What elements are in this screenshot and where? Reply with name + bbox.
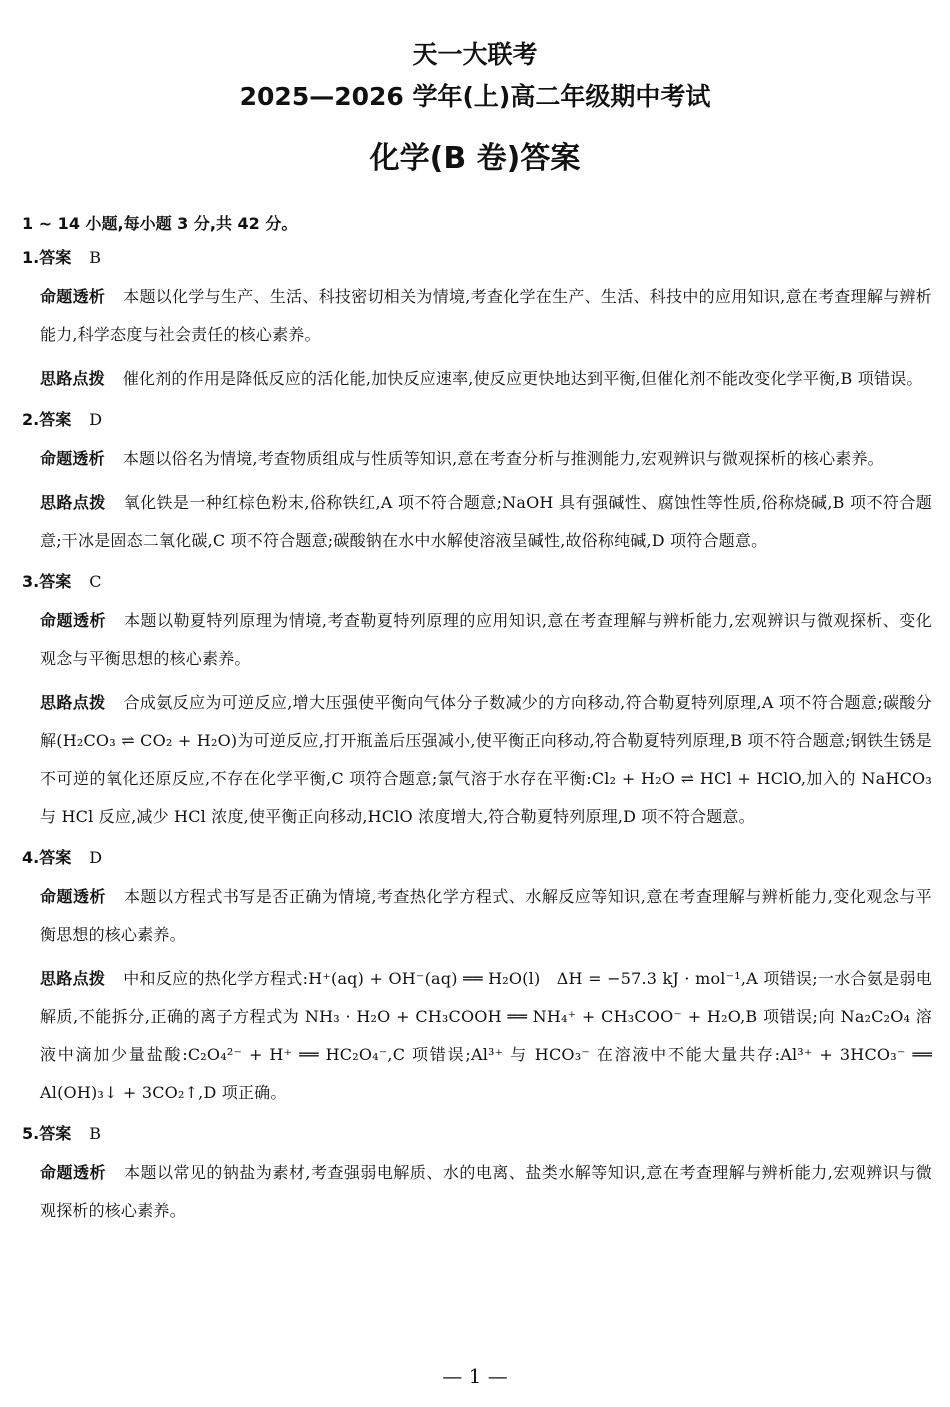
question-block <box>18 570 932 836</box>
answer-value: C <box>89 572 102 591</box>
hint-text: 合成氨反应为可逆反应,增大压强使平衡向气体分子数减少的方向移动,符合勒夏特列原理,A 项不符合题意;碳酸分解(H₂CO₃ ⇌ CO₂ + H₂O)为可逆反应,打开瓶盖后压强减小,使平衡正向移动,符合勒夏特列原理,B 项不符合题意;钢铁生锈是不可逆的氧化还原反应,不存在化学平衡,C 项符合题意;氯气溶于水存在平衡:Cl₂ + H₂O ⇌ HCl + HClO,加入的 NaHCO₃ 与 HCl 反应,减少 HCl 浓度,使平衡正向移动,HClO 浓度增大,符合勒夏特列原理,D 项不符合题意。 <box>40 693 932 826</box>
question-number: 5. <box>22 1124 40 1143</box>
answer-value: D <box>89 848 103 867</box>
answer-label: 答案 <box>39 848 72 867</box>
question-number: 2. <box>22 410 40 429</box>
analysis-label: 命题透析 <box>40 1163 106 1182</box>
analysis-paragraph <box>40 278 932 354</box>
analysis-text: 本题以勒夏特列原理为情境,考查勒夏特列原理的应用知识,意在考查理解与辨析能力,宏观辨识与微观探析、变化观念与平衡思想的核心素养。 <box>40 611 932 668</box>
question-block <box>18 408 932 560</box>
exam-alliance-title: 天一大联考 <box>412 40 538 69</box>
analysis-label: 命题透析 <box>40 887 106 906</box>
answer-label: 答案 <box>39 572 72 591</box>
question-block <box>18 246 932 398</box>
question-header <box>22 408 932 432</box>
question-header <box>22 570 932 594</box>
hint-label: 思路点拨 <box>40 693 106 712</box>
scoring-intro: 1 ~ 14 小题,每小题 3 分,共 42 分。 <box>22 214 298 233</box>
analysis-paragraph <box>40 440 932 478</box>
question-header <box>22 1122 932 1146</box>
analysis-label: 命题透析 <box>40 449 105 468</box>
hint-paragraph <box>40 484 932 560</box>
hint-text: 中和反应的热化学方程式:H⁺(aq) + OH⁻(aq) ══ H₂O(l) ΔH = −57.3 kJ · mol⁻¹,A 项错误;一水合氨是弱电解质,不能拆分,正确的离子方程式为 NH₃ · H₂O + CH₃COOH ══ NH₄⁺ + CH₃COO⁻ + H₂O,B 项错误;向 Na₂C₂O₄ 溶液中滴加少量盐酸:C₂O₄²⁻ + H⁺ ══ HC₂O₄⁻,C 项错误;Al³⁺ 与 HCO₃⁻ 在溶液中不能大量共存:Al³⁺ + 3HCO₃⁻ ══ Al(OH)₃↓ + 3CO₂↑,D 项正确。 <box>40 969 932 1102</box>
analysis-paragraph <box>40 878 932 954</box>
hint-label: 思路点拨 <box>40 493 106 512</box>
answer-content <box>18 210 932 1236</box>
hint-paragraph <box>40 684 932 836</box>
answer-label: 答案 <box>39 1124 72 1143</box>
answer-value: D <box>89 410 103 429</box>
analysis-text: 本题以方程式书写是否正确为情境,考查热化学方程式、水解反应等知识,意在考查理解与辨析能力,变化观念与平衡思想的核心素养。 <box>40 887 932 944</box>
subject-title: 化学(B 卷)答案 <box>369 141 581 176</box>
answer-value: B <box>89 248 101 267</box>
hint-label: 思路点拨 <box>40 969 106 988</box>
hint-text: 氧化铁是一种红棕色粉末,俗称铁红,A 项不符合题意;NaOH 具有强碱性、腐蚀性等性质,俗称烧碱,B 项不符合题意;干冰是固态二氧化碳,C 项不符合题意;碳酸钠在水中水解使溶液呈碱性,故俗称纯碱,D 项符合题意。 <box>40 493 932 550</box>
analysis-text: 本题以俗名为情境,考查物质组成与性质等知识,意在考查分析与推测能力,宏观辨识与微观探析的核心素养。 <box>122 449 884 468</box>
hint-label: 思路点拨 <box>40 369 105 388</box>
analysis-label: 命题透析 <box>40 287 106 306</box>
answer-label: 答案 <box>39 248 72 267</box>
question-number: 4. <box>22 848 40 867</box>
answer-value: B <box>89 1124 101 1143</box>
page-number: — 1 — <box>442 1364 508 1388</box>
question-header <box>22 846 932 870</box>
question-block <box>18 846 932 1112</box>
question-number: 1. <box>22 248 40 267</box>
analysis-paragraph <box>40 1154 932 1230</box>
analysis-text: 本题以常见的钠盐为素材,考查强弱电解质、水的电离、盐类水解等知识,意在考查理解与辨析能力,宏观辨识与微观探析的核心素养。 <box>40 1163 932 1220</box>
hint-text: 催化剂的作用是降低反应的活化能,加快反应速率,使反应更快地达到平衡,但催化剂不能改变化学平衡,B 项错误。 <box>122 369 923 388</box>
hint-paragraph <box>40 960 932 1112</box>
analysis-label: 命题透析 <box>40 611 106 630</box>
question-block <box>18 1122 932 1230</box>
analysis-text: 本题以化学与生产、生活、科技密切相关为情境,考查化学在生产、生活、科技中的应用知识,意在考查理解与辨析能力,科学态度与社会责任的核心素养。 <box>40 287 933 344</box>
answer-label: 答案 <box>39 410 72 429</box>
exam-name-title: 2025—2026 学年(上)高二年级期中考试 <box>239 82 711 111</box>
hint-paragraph <box>40 360 932 398</box>
question-number: 3. <box>22 572 40 591</box>
analysis-paragraph <box>40 602 932 678</box>
question-header <box>22 246 932 270</box>
